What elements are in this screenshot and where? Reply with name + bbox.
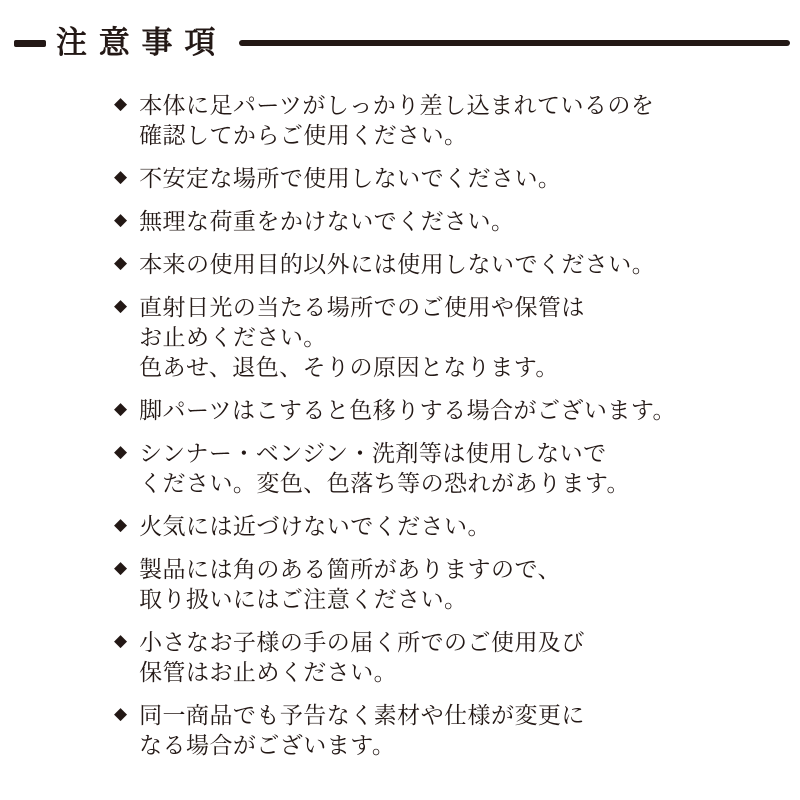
list-item-text: 脚パーツはこすると色移りする場合がございます。 bbox=[139, 397, 676, 424]
list-item-text: 直射日光の当たる場所でのご使用や保管は お止めください。 色あせ、退色、そりの原因となります。 bbox=[139, 294, 585, 381]
list-item-text: 火気には近づけないでください。 bbox=[139, 513, 491, 540]
list-item bbox=[114, 700, 760, 760]
diamond-bullet-icon: ◆ bbox=[114, 558, 128, 578]
header-horizontal-rule bbox=[239, 40, 790, 46]
list-item bbox=[114, 292, 760, 382]
list-item-text: 本体に足パーツがしっかり差し込まれているのを 確認してからご使用ください。 bbox=[139, 92, 655, 149]
list-item-text: 本来の使用目的以外には使用しないでください。 bbox=[139, 251, 656, 278]
list-item-text: 不安定な場所で使用しないでください。 bbox=[139, 165, 562, 192]
list-item-text: 同一商品でも予告なく素材や仕様が変更に なる場合がございます。 bbox=[139, 702, 585, 759]
list-item-text: 小さなお子様の手の届く所でのご使用及び 保管はお止めください。 bbox=[139, 629, 585, 686]
list-item-text: 製品には角のある箇所がありますので、 取り扱いにはご注意ください。 bbox=[139, 556, 561, 613]
section-header bbox=[0, 0, 800, 60]
list-item-text: シンナー・ベンジン・洗剤等は使用しないで ください。変色、色落ち等の恐れがあります。 bbox=[139, 440, 630, 497]
header-dash-rule bbox=[14, 40, 46, 47]
page-title: 注意事項 bbox=[56, 25, 228, 60]
list-item bbox=[114, 249, 760, 279]
diamond-bullet-icon: ◆ bbox=[114, 210, 128, 230]
list-item bbox=[114, 438, 760, 498]
list-item bbox=[114, 627, 760, 687]
list-item-text: 無理な荷重をかけないでください。 bbox=[139, 208, 515, 235]
diamond-bullet-icon: ◆ bbox=[114, 631, 128, 651]
list-item bbox=[114, 90, 760, 150]
diamond-bullet-icon: ◆ bbox=[114, 296, 128, 316]
diamond-bullet-icon: ◆ bbox=[114, 253, 128, 273]
diamond-bullet-icon: ◆ bbox=[114, 94, 128, 114]
diamond-bullet-icon: ◆ bbox=[114, 167, 128, 187]
precaution-list bbox=[0, 90, 800, 760]
list-item bbox=[114, 163, 760, 193]
list-item bbox=[114, 554, 760, 614]
diamond-bullet-icon: ◆ bbox=[114, 704, 128, 724]
list-item bbox=[114, 511, 760, 541]
diamond-bullet-icon: ◆ bbox=[114, 399, 128, 419]
diamond-bullet-icon: ◆ bbox=[114, 442, 128, 462]
list-item bbox=[114, 395, 760, 425]
list-item bbox=[114, 206, 760, 236]
diamond-bullet-icon: ◆ bbox=[114, 515, 128, 535]
